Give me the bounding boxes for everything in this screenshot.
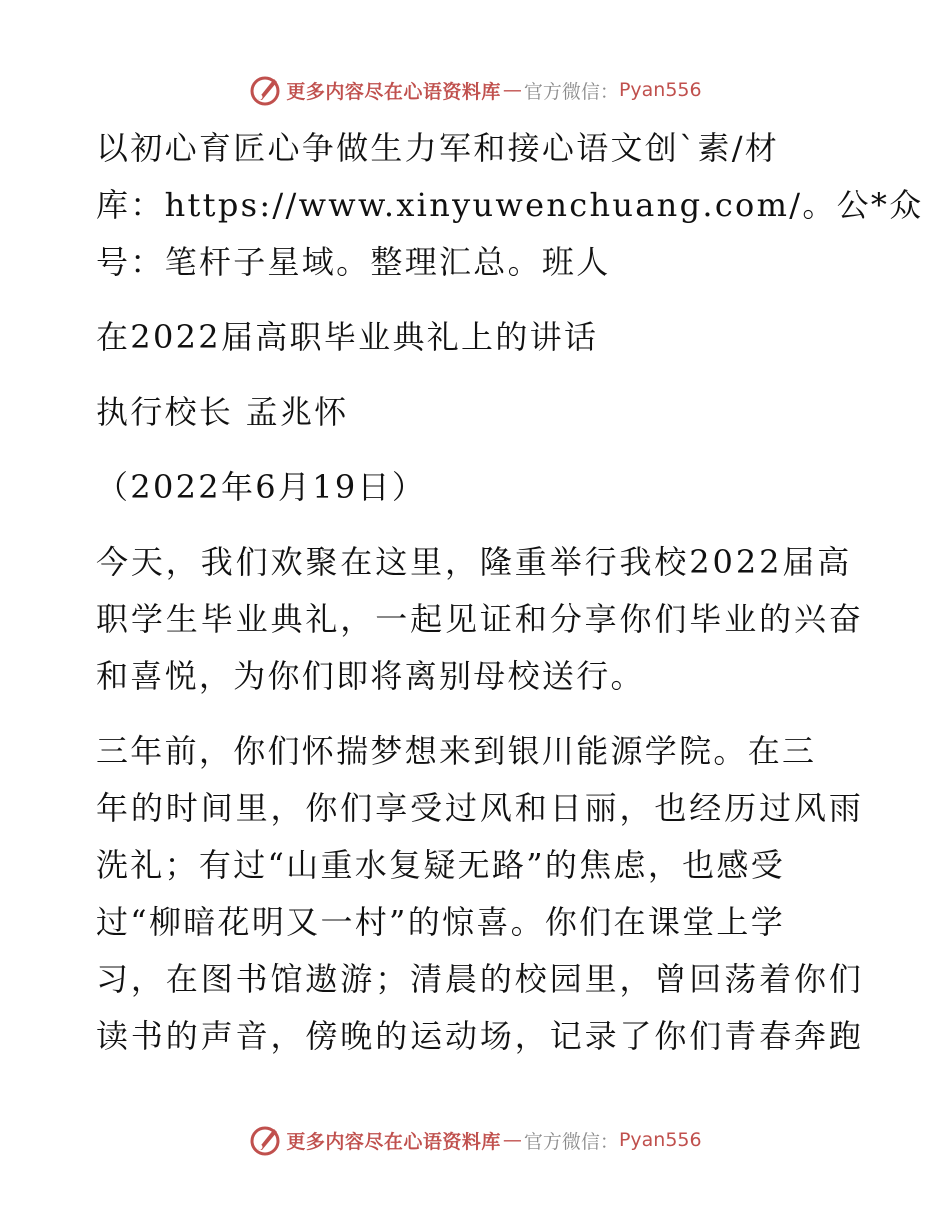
banner-site-text: 更多内容尽在心语资料库 [286,80,501,103]
body-line: 今天，我们欢聚在这里，隆重举行我校2022届高 [96,543,853,581]
quill-logo-icon [248,73,282,107]
quill-logo-icon [248,1123,282,1157]
footer-watermark-banner [0,1120,950,1160]
banner-label: 官方微信： [523,1130,619,1153]
banner-wechat-id: Pyan556 [618,79,702,101]
body-line: 号：笔杆子星域。整理汇总。班人 [96,243,611,281]
banner-dash: — [502,1129,522,1151]
speaker-line: 执行校长 孟兆怀 [96,393,349,431]
banner-site-text: 更多内容尽在心语资料库 [286,1130,501,1153]
banner-label: 官方微信： [523,80,619,103]
body-line: 三年前，你们怀揣梦想来到银川能源学院。在三 [96,732,817,770]
body-line: 和喜悦，为你们即将离别母校送行。 [96,657,645,695]
speech-title: 在2022届高职毕业典礼上的讲话 [96,318,599,356]
body-line: 库：https://www.xinyuwenchuang.com/。公*众 [96,186,924,224]
body-line: 洗礼；有过“山重水复疑无路”的焦虑，也感受 [96,846,786,884]
body-line: 习，在图书馆遨游；清晨的校园里，曾回荡着你们 [96,960,864,998]
body-line: 以初心育匠心争做生力军和接心语文创`素/材 [96,129,780,167]
body-line: 过“柳暗花明又一村”的惊喜。你们在课堂上学 [96,903,786,941]
body-line: 读书的声音，傍晚的运动场，记录了你们青春奔跑 [96,1017,864,1055]
header-watermark-banner [0,70,950,110]
date-line: （2022年6月19日） [96,468,427,506]
banner-wechat-id: Pyan556 [618,1129,702,1151]
body-line: 年的时间里，你们享受过风和日丽，也经历过风雨 [96,789,864,827]
banner-dash: — [502,79,522,101]
body-line: 职学生毕业典礼，一起见证和分享你们毕业的兴奋 [96,600,864,638]
